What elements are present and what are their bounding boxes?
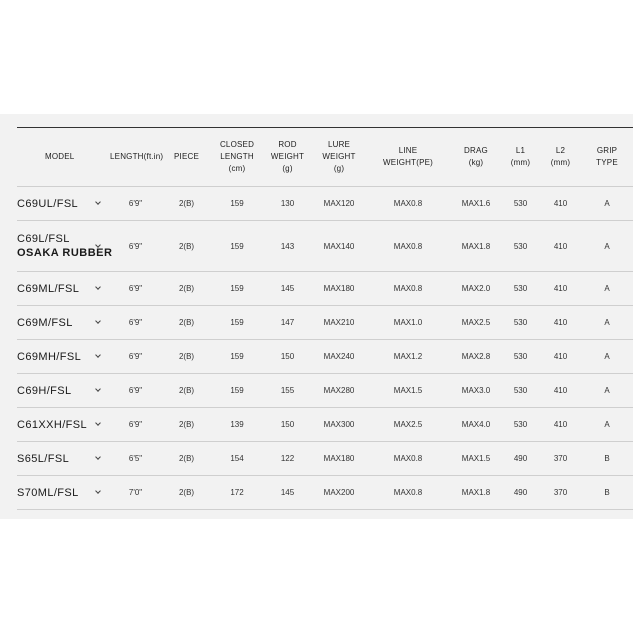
header-label-line: PIECE [174,152,200,161]
table-row[interactable] [17,306,633,340]
grip-type-cell: A [581,340,633,374]
model-cell [17,476,97,510]
header-label-line: L1 [515,146,526,155]
model-name: C69MH/FSL [17,350,82,363]
line-weight-cell: MAX1.5 [365,374,451,408]
table-row[interactable] [17,272,633,306]
expand-toggle[interactable] [97,374,110,408]
piece-cell: 2(B) [161,442,212,476]
l1-cell: 490 [501,476,540,510]
l1-cell: 530 [501,187,540,221]
length-cell: 6'9" [110,340,161,374]
header-label-line: (g) [282,164,293,173]
l2-cell: 410 [540,374,581,408]
piece-cell: 2(B) [161,306,212,340]
l1-cell: 530 [501,306,540,340]
piece-cell: 2(B) [161,272,212,306]
model-name: C69UL/FSL [17,197,79,210]
l2-cell: 410 [540,272,581,306]
closed-length-cell: 159 [212,221,262,272]
line-weight-cell: MAX0.8 [365,221,451,272]
line-weight-cell: MAX0.8 [365,476,451,510]
header-line-weight [365,128,451,187]
expand-toggle[interactable] [97,442,110,476]
lure-weight-cell: MAX300 [313,408,365,442]
model-name: C61XXH/FSL [17,418,88,431]
header-label-line: LENGTH [220,152,254,161]
header-label-line: (mm) [510,158,531,167]
closed-length-cell: 159 [212,306,262,340]
header-length [110,128,164,187]
grip-type-cell: A [581,272,633,306]
header-lure-weight [313,128,365,187]
model-name: C69ML/FSL [17,282,80,295]
model-cell [17,374,97,408]
line-weight-cell: MAX0.8 [365,187,451,221]
header-label-line: LINE [398,146,418,155]
l1-cell: 530 [501,374,540,408]
header-label-line: DRAG [464,146,488,155]
drag-cell: MAX2.0 [451,272,501,306]
model-name: C69L/FSL [17,233,70,245]
header-label-line: WEIGHT(PE) [383,158,434,167]
length-cell: 6'9" [110,187,161,221]
model-cell [17,187,97,221]
expand-toggle[interactable] [97,306,110,340]
lure-weight-cell: MAX140 [313,221,365,272]
piece-cell: 2(B) [161,374,212,408]
rod-weight-cell: 150 [262,408,313,442]
model-name: S65L/FSL [17,452,70,465]
closed-length-cell: 159 [212,187,262,221]
rod-weight-cell: 130 [262,187,313,221]
table-body [17,187,633,510]
header-label-line: (cm) [228,164,246,173]
model-cell [17,442,97,476]
model-cell [17,306,97,340]
model-name: S70ML/FSL [17,486,79,499]
l2-cell: 410 [540,187,581,221]
table-row[interactable] [17,408,633,442]
closed-length-cell: 159 [212,272,262,306]
line-weight-cell: MAX0.8 [365,272,451,306]
grip-type-cell: A [581,187,633,221]
drag-cell: MAX2.5 [451,306,501,340]
drag-cell: MAX1.5 [451,442,501,476]
line-weight-cell: MAX2.5 [365,408,451,442]
rod-weight-cell: 143 [262,221,313,272]
model-cell [17,221,113,272]
table-row[interactable] [17,476,633,510]
expand-toggle[interactable] [97,187,110,221]
closed-length-cell: 154 [212,442,262,476]
drag-cell: MAX4.0 [451,408,501,442]
closed-length-cell: 159 [212,340,262,374]
l2-cell: 410 [540,221,581,272]
lure-weight-cell: MAX120 [313,187,365,221]
header-label-line: TYPE [596,158,618,167]
header-label-line: MODEL [45,152,75,161]
rod-weight-cell: 145 [262,272,313,306]
length-cell: 6'9" [110,374,161,408]
header-label-line: WEIGHT [322,152,356,161]
lure-weight-cell: MAX210 [313,306,365,340]
table-row[interactable] [17,442,633,476]
expand-toggle[interactable] [97,476,110,510]
rod-weight-cell: 145 [262,476,313,510]
header-rod-weight [262,128,313,187]
closed-length-cell: 159 [212,374,262,408]
header-closed-length [212,128,262,187]
header-label-line: (kg) [468,158,484,167]
lure-weight-cell: MAX180 [313,442,365,476]
header-drag [451,128,501,187]
header-label-line: LURE [327,140,351,149]
model-cell [17,272,97,306]
header-model [17,128,110,187]
drag-cell: MAX1.8 [451,476,501,510]
lure-weight-cell: MAX280 [313,374,365,408]
header-piece [161,128,212,187]
header-grip-type [581,128,633,187]
length-cell: 6'9" [110,408,161,442]
header-label-line: WEIGHT [270,152,305,161]
lure-weight-cell: MAX180 [313,272,365,306]
rod-spec-table [17,127,633,510]
line-weight-cell: MAX0.8 [365,442,451,476]
l2-cell: 410 [540,408,581,442]
model-name: C69H/FSL [17,384,72,397]
grip-type-cell: A [581,221,633,272]
header-label-line: CLOSED [219,140,255,149]
lure-weight-cell: MAX240 [313,340,365,374]
line-weight-cell: MAX1.2 [365,340,451,374]
grip-type-cell: A [581,306,633,340]
length-cell: 6'9" [110,306,161,340]
lure-weight-cell: MAX200 [313,476,365,510]
drag-cell: MAX3.0 [451,374,501,408]
closed-length-cell: 172 [212,476,262,510]
header-label-line: L2 [555,146,566,155]
model-cell [17,340,97,374]
l2-cell: 410 [540,340,581,374]
drag-cell: MAX1.6 [451,187,501,221]
l2-cell: 370 [540,476,581,510]
header-label-line: ROD [278,140,297,149]
piece-cell: 2(B) [161,340,212,374]
expand-toggle[interactable] [97,221,110,272]
expand-toggle[interactable] [97,408,110,442]
l2-cell: 370 [540,442,581,476]
rod-weight-cell: 150 [262,340,313,374]
table-row[interactable] [17,187,633,221]
header-label-line: LENGTH(ft.in) [110,152,164,161]
table-row[interactable] [17,221,633,272]
model-subtitle: OSAKA RUBBER [17,247,113,259]
grip-type-cell: B [581,442,633,476]
piece-cell: 2(B) [161,408,212,442]
drag-cell: MAX1.8 [451,221,501,272]
piece-cell: 2(B) [161,187,212,221]
grip-type-cell: A [581,374,633,408]
header-label-line: (g) [333,164,345,173]
header-label-line: GRIP [596,146,618,155]
expand-toggle[interactable] [97,340,110,374]
length-cell: 6'9" [110,272,161,306]
drag-cell: MAX2.8 [451,340,501,374]
l1-cell: 530 [501,340,540,374]
l2-cell: 410 [540,306,581,340]
closed-length-cell: 139 [212,408,262,442]
table-row[interactable] [17,340,633,374]
piece-cell: 2(B) [161,476,212,510]
header-l1 [501,128,540,187]
expand-toggle[interactable] [97,272,110,306]
header-label-line: (mm) [550,158,571,167]
model-name: C69M/FSL [17,316,73,329]
l1-cell: 490 [501,442,540,476]
length-cell: 6'9" [110,221,161,272]
grip-type-cell: B [581,476,633,510]
length-cell: 6'5" [110,442,161,476]
header-l2 [540,128,581,187]
l1-cell: 530 [501,272,540,306]
piece-cell: 2(B) [161,221,212,272]
table-row[interactable] [17,374,633,408]
l1-cell: 530 [501,408,540,442]
length-cell: 7'0" [110,476,161,510]
table-header-row [17,128,633,187]
grip-type-cell: A [581,408,633,442]
rod-weight-cell: 147 [262,306,313,340]
rod-weight-cell: 122 [262,442,313,476]
l1-cell: 530 [501,221,540,272]
rod-weight-cell: 155 [262,374,313,408]
line-weight-cell: MAX1.0 [365,306,451,340]
model-cell [17,408,97,442]
